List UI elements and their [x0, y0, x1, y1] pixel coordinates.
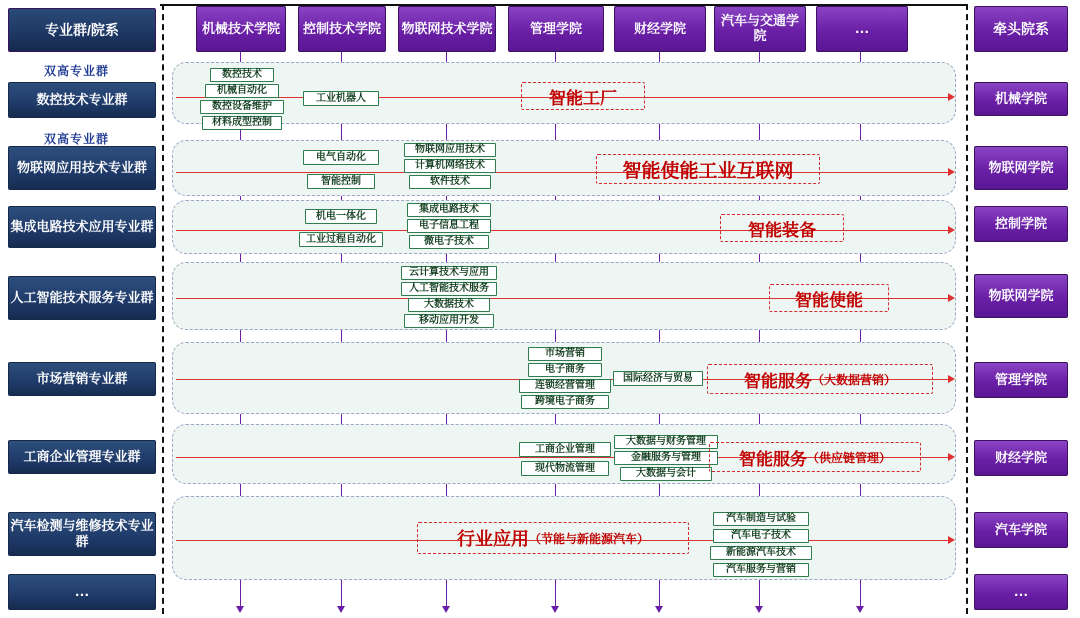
chip[interactable]: 市场营销 [528, 347, 602, 361]
capability-label-2 [720, 214, 844, 242]
row-arrow-head-6 [948, 536, 955, 544]
divider-top [160, 4, 968, 6]
header-right-label: 牵头院系 [974, 6, 1068, 52]
capability-label-text-5: 智能服务 [738, 449, 807, 469]
chip[interactable]: 材料成型控制 [202, 116, 282, 130]
capability-label-4 [707, 364, 933, 394]
capability-label-0 [521, 82, 645, 110]
chip[interactable]: 电子商务 [528, 363, 602, 377]
right-college-6[interactable]: 汽车学院 [974, 512, 1068, 548]
capability-label-sub-6: （节能与新能源汽车） [528, 531, 649, 546]
capability-label-text-1: 智能使能工业互联网 [622, 160, 794, 182]
row-arrow-head-0 [948, 93, 955, 101]
left-group-2[interactable]: 集成电路技术应用专业群 [8, 206, 156, 248]
header-col-0[interactable]: 机械技术学院 [196, 6, 286, 52]
chip[interactable]: 电子信息工程 [407, 219, 491, 233]
chip[interactable]: 跨境电子商务 [521, 395, 609, 409]
chip[interactable]: 软件技术 [409, 175, 491, 189]
header-col-1[interactable]: 控制技术学院 [298, 6, 386, 52]
left-group-4[interactable]: 市场营销专业群 [8, 362, 156, 396]
chip[interactable]: 集成电路技术 [407, 203, 491, 217]
chip[interactable]: 汽车服务与营销 [713, 563, 809, 577]
capability-label-text-4: 智能服务 [743, 371, 812, 391]
right-college-0[interactable]: 机械学院 [974, 82, 1068, 116]
column-arrow-6 [856, 606, 864, 613]
column-arrow-4 [655, 606, 663, 613]
capability-label-sub-5: （供应链管理） [806, 450, 891, 465]
column-arrow-5 [755, 606, 763, 613]
right-college-3[interactable]: 物联网学院 [974, 274, 1068, 318]
chip[interactable]: 大数据技术 [408, 298, 490, 312]
chip[interactable]: 云计算技术与应用 [401, 266, 497, 280]
right-college-2[interactable]: 控制学院 [974, 206, 1068, 242]
chip[interactable]: 机械自动化 [205, 84, 279, 98]
row-arrow-head-2 [948, 226, 955, 234]
capability-label-text-3: 智能使能 [795, 290, 863, 310]
chip[interactable]: 国际经济与贸易 [613, 371, 703, 386]
divider-left [162, 4, 164, 614]
chip[interactable]: 智能控制 [307, 174, 375, 189]
left-group-more[interactable]: … [8, 574, 156, 610]
left-group-0[interactable]: 数控技术专业群 [8, 82, 156, 118]
chip[interactable]: 物联网应用技术 [404, 143, 496, 157]
chip[interactable]: 金融服务与管理 [614, 451, 718, 465]
group-tag-0: 双高专业群 [44, 64, 110, 78]
capability-label-text-2: 智能装备 [748, 220, 816, 240]
capability-label-1 [596, 154, 820, 184]
chip[interactable]: 工商企业管理 [519, 442, 611, 457]
right-college-4[interactable]: 管理学院 [974, 362, 1068, 398]
chip[interactable]: 人工智能技术服务 [401, 282, 497, 296]
chip[interactable]: 汽车制造与试验 [713, 512, 809, 526]
left-group-1[interactable]: 物联网应用技术专业群 [8, 146, 156, 190]
left-group-6[interactable]: 汽车检测与维修技术专业群 [8, 512, 156, 556]
chip[interactable]: 大数据与会计 [620, 467, 712, 481]
chip[interactable]: 大数据与财务管理 [614, 435, 718, 449]
capability-label-text-0: 智能工厂 [549, 88, 617, 108]
capability-label-6 [417, 522, 689, 554]
chip[interactable]: 工业机器人 [303, 91, 379, 106]
row-arrow-head-1 [948, 168, 955, 176]
right-college-more[interactable]: … [974, 574, 1068, 610]
left-group-5[interactable]: 工商企业管理专业群 [8, 440, 156, 474]
row-arrow-head-3 [948, 294, 955, 302]
row-arrow-head-5 [948, 453, 955, 461]
divider-right [966, 4, 968, 614]
right-college-5[interactable]: 财经学院 [974, 440, 1068, 476]
chip[interactable]: 工业过程自动化 [299, 232, 383, 247]
capability-label-5 [709, 442, 921, 472]
chip[interactable]: 电气自动化 [303, 150, 379, 165]
chip[interactable]: 机电一体化 [305, 209, 377, 224]
row-band-1 [172, 140, 956, 196]
header-left-label: 专业群/院系 [8, 8, 156, 52]
column-arrow-3 [551, 606, 559, 613]
chip[interactable]: 计算机网络技术 [404, 159, 496, 173]
chip[interactable]: 微电子技术 [409, 235, 489, 249]
chip[interactable]: 新能源汽车技术 [710, 546, 812, 560]
capability-label-text-6: 行业应用 [456, 529, 529, 549]
capability-label-3 [769, 284, 889, 312]
header-col-6[interactable]: … [816, 6, 908, 52]
header-col-4[interactable]: 财经学院 [614, 6, 706, 52]
chip[interactable]: 数控设备维护 [200, 100, 284, 114]
chip[interactable]: 连锁经营管理 [519, 379, 611, 393]
column-arrow-1 [337, 606, 345, 613]
chip[interactable]: 现代物流管理 [521, 461, 609, 476]
chip[interactable]: 移动应用开发 [404, 314, 494, 328]
column-arrow-2 [442, 606, 450, 613]
column-arrow-0 [236, 606, 244, 613]
header-col-5[interactable]: 汽车与交通学院 [714, 6, 806, 52]
row-arrow-line-1 [176, 172, 950, 173]
chip[interactable]: 汽车电子技术 [713, 529, 809, 543]
left-group-3[interactable]: 人工智能技术服务专业群 [8, 276, 156, 320]
chip[interactable]: 数控技术 [210, 68, 274, 82]
row-arrow-head-4 [948, 375, 955, 383]
group-tag-1: 双高专业群 [44, 132, 110, 146]
header-col-3[interactable]: 管理学院 [508, 6, 604, 52]
header-col-2[interactable]: 物联网技术学院 [398, 6, 496, 52]
capability-label-sub-4: （大数据营销） [811, 372, 896, 387]
right-college-1[interactable]: 物联网学院 [974, 146, 1068, 190]
